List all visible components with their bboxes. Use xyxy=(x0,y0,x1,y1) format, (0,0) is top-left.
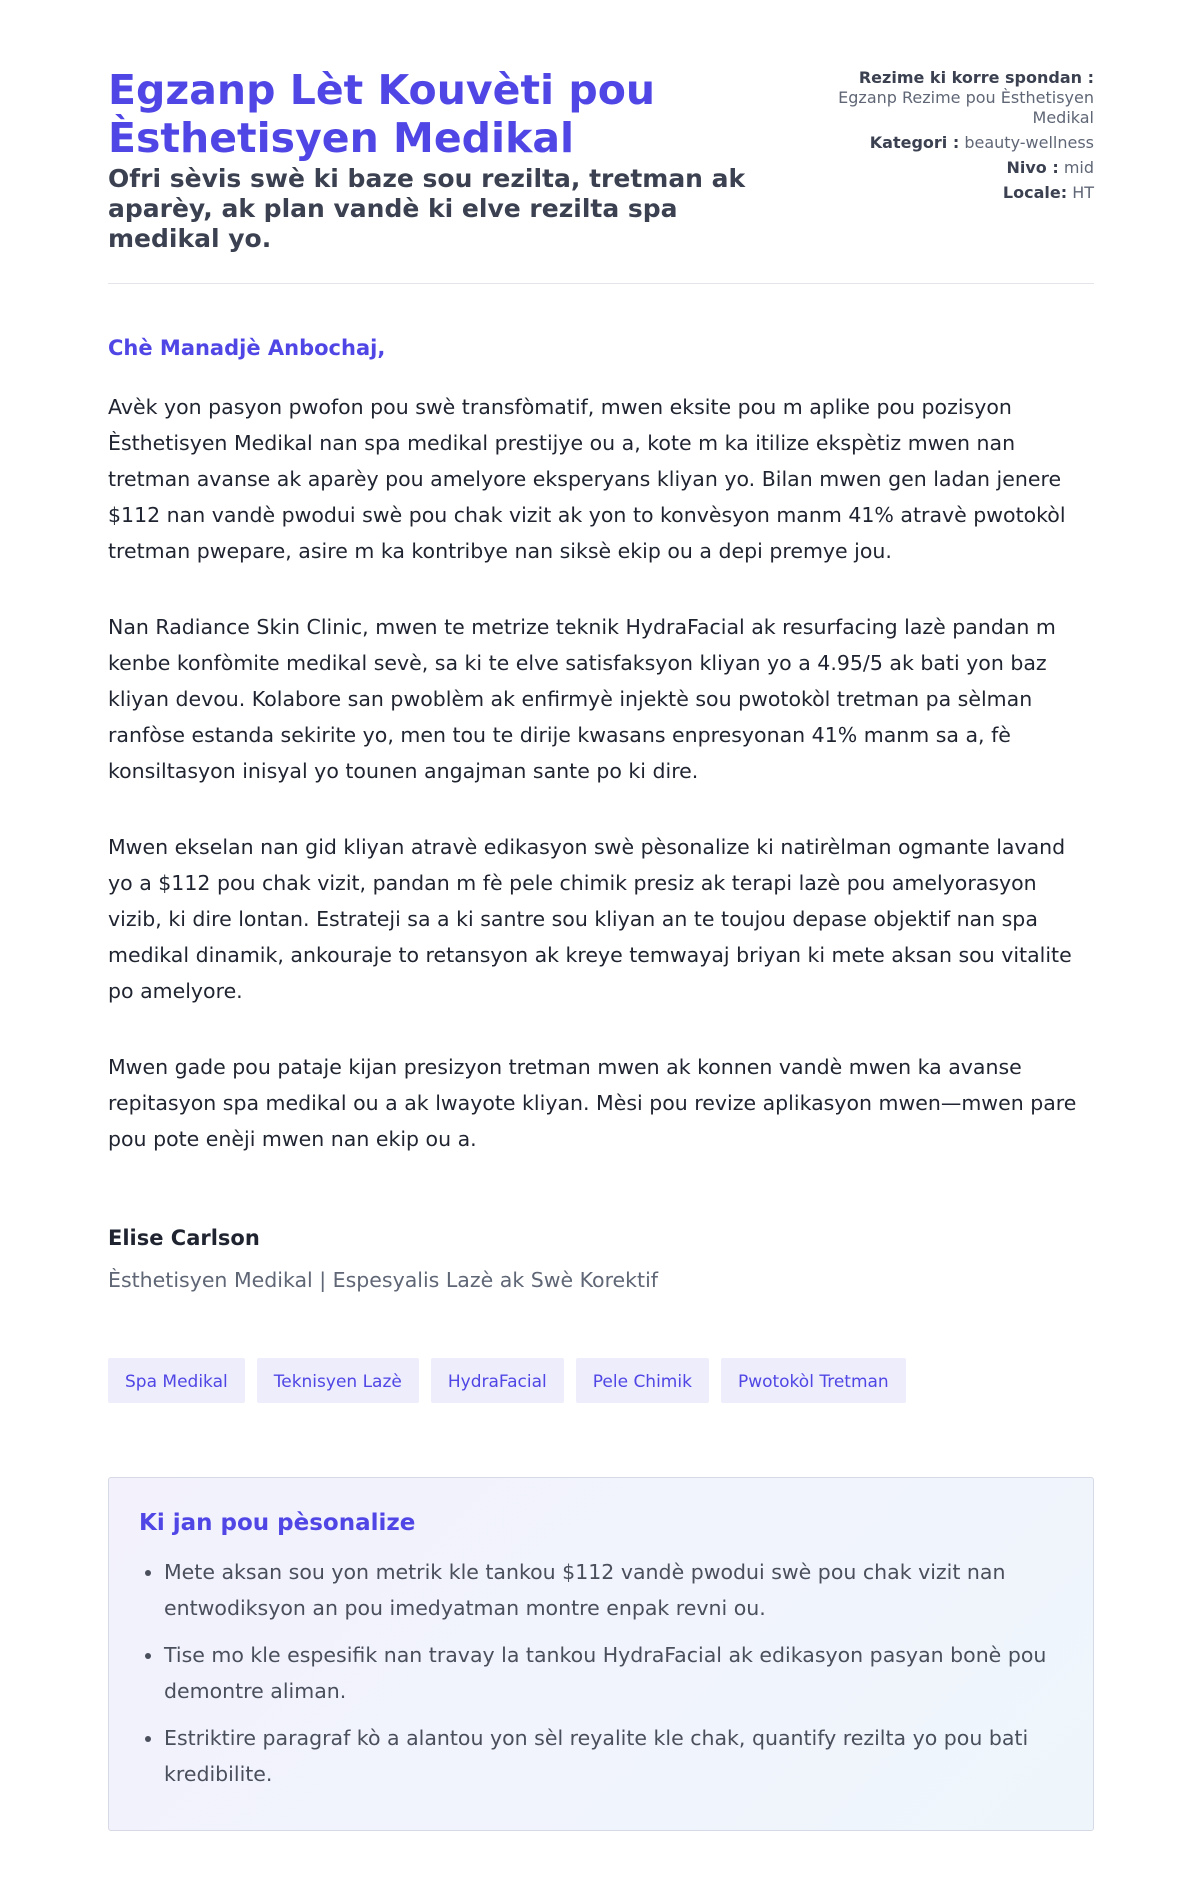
title-block xyxy=(108,66,788,254)
letter-paragraph: Nan Radiance Skin Clinic, mwen te metrize teknik HydraFacial ak resurfacing lazè pandan m kenbe konfòmite medikal sevè, sa ki te elve satisfaksyon kliyan yo a 4.95/5 ak bati yon baz kliyan devou. Kolabore san pwoblèm ak enfirmyè injektè sou pwotokòl tretman pa sèlman ranfòse estanda sekirite yo, men tou te dirije kwasans enpresyonan 41% manm sa a, fè konsiltasyon inisyal yo tounen angajman sante po ki dire. xyxy=(108,615,1056,783)
tag: Spa Medikal xyxy=(108,1358,245,1403)
meta-level xyxy=(794,158,1094,178)
tag-list xyxy=(108,1358,906,1403)
meta-resume-label: Rezime ki korre spondan : xyxy=(858,68,1094,87)
letter-paragraph: Mwen gade pou pataje kijan presizyon tretman mwen ak konnen vandè mwen ka avanse repitasyon spa medikal ou a ak lwayote kliyan. Mèsi pou revize aplikasyon mwen—mwen pare pou pote enèji mwen nan ekip ou a. xyxy=(108,1055,1077,1151)
meta-resume-value: Egzanp Rezime pou Èsthetisyen Medikal xyxy=(838,88,1094,127)
meta-level-value: mid xyxy=(1063,158,1094,177)
meta-locale-label: Locale: xyxy=(1002,183,1068,202)
tip-item: • Tise mo kle espesifik nan travay la tankou HydraFacial ak edikasyon pasyan bonè pou demontre aliman. xyxy=(164,1637,1063,1709)
meta-category-label: Kategori : xyxy=(869,133,960,152)
tag: HydraFacial xyxy=(431,1358,564,1403)
letter-body xyxy=(108,389,1094,1197)
signature xyxy=(108,1224,658,1294)
customization-tips-box xyxy=(108,1477,1094,1831)
signature-name: Elise Carlson xyxy=(108,1226,260,1250)
meta-resume xyxy=(794,68,1094,128)
meta-category xyxy=(794,133,1094,153)
tip-item: • Estriktire paragraf kò a alantou yon sèl reyalite kle chak, quantify rezilta yo pou bati kredibilite. xyxy=(164,1720,1063,1792)
page-title: Egzanp Lèt Kouvèti pou Èsthetisyen Medikal xyxy=(108,66,656,162)
tip-item: • Mete aksan sou yon metrik kle tankou $112 vandè pwodui swè pou chak vizit nan entwodiksyon an pou imedyatman montre enpak revni ou. xyxy=(164,1554,1063,1626)
letter-paragraph: Avèk yon pasyon pwofon pou swè transfòmatif, mwen eksite pou m aplike pou pozisyon Èsthetisyen Medikal nan spa medikal prestijye ou a, kote m ka itilize ekspètiz mwen nan tretman avanse ak aparèy pou amelyore eksperyans kliyan yo. Bilan mwen gen ladan jenere $112 nan vandè pwodui swè pou chak vizit ak yon to konvèsyon manm 41% atravè pwotokòl tretman pwepare, asire m ka kontribye nan siksè ekip ou a depi premye jou. xyxy=(108,395,1066,563)
meta-panel xyxy=(794,66,1094,254)
meta-category-value: beauty-wellness xyxy=(964,133,1094,152)
tips-list xyxy=(139,1554,1063,1792)
tag: Teknisyen Lazè xyxy=(257,1358,419,1403)
header-divider xyxy=(108,283,1094,284)
tips-title: Ki jan pou pèsonalize xyxy=(139,1510,416,1536)
letter-greeting: Chè Manadjè Anbochaj, xyxy=(108,336,386,360)
page-subtitle: Ofri sèvis swè ki baze sou rezilta, tretman ak aparèy, ak plan vandè ki elve rezilta spa medikal yo. xyxy=(108,164,746,253)
tag: Pele Chimik xyxy=(576,1358,709,1403)
tag: Pwotokòl Tretman xyxy=(721,1358,906,1403)
letter-paragraph: Mwen ekselan nan gid kliyan atravè edikasyon swè pèsonalize ki natirèlman ogmante lavand yo a $112 pou chak vizit, pandan m fè pele chimik presiz ak terapi lazè pou amelyorasyon vizib, ki dire lontan. Estrateji sa a ki santre sou kliyan an te toujou depase objektif nan spa medikal dinamik, ankouraje to retansyon ak kreye temwayaj briyan ki mete aksan sou vitalite po amelyore. xyxy=(108,835,1072,1003)
meta-level-label: Nivo : xyxy=(1006,158,1059,177)
header xyxy=(108,66,1094,254)
meta-locale xyxy=(794,183,1094,203)
signature-title: Èsthetisyen Medikal | Espesyalis Lazè ak Swè Korektif xyxy=(108,1268,658,1292)
meta-locale-value: HT xyxy=(1072,183,1094,202)
